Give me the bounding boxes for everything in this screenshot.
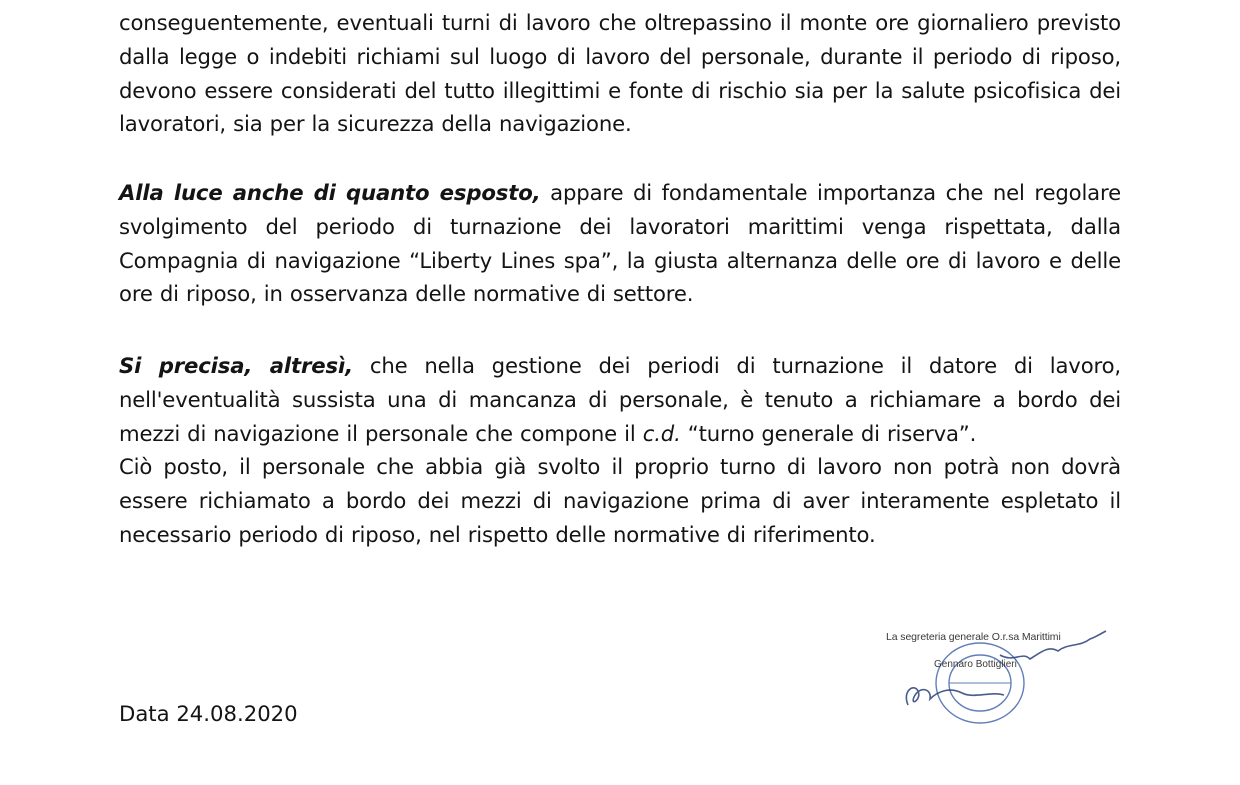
paragraph-clarification-text-after: “turno generale di riserva”. bbox=[680, 420, 977, 446]
signature-name: Gennaro Bottiglieri bbox=[934, 659, 1017, 670]
signature-title: La segreteria generale O.r.sa Marittimi bbox=[886, 631, 1061, 643]
paragraph-working-hours bbox=[119, 6, 1121, 141]
paragraph-clarification-italic: c.d. bbox=[642, 420, 681, 446]
handwritten-signature-lower bbox=[906, 688, 1004, 705]
paragraph-clarification bbox=[119, 349, 1121, 450]
paragraph-working-hours-text: conseguentemente, eventuali turni di lavoro che oltrepassino il monte ore giornaliero previsto dalla legge o indebiti richiami sul luogo di lavoro del personale, durante il periodo di riposo, devono essere considerati del tutto illegittimi e fonte di rischio sia per la salute psicofisica dei lavoratori, sia per la sicurezza della navigazione. bbox=[119, 10, 1121, 137]
document-date: Data 24.08.2020 bbox=[119, 701, 298, 726]
paragraph-importance-lead: Alla luce anche di quanto esposto, bbox=[119, 180, 541, 205]
paragraph-clarification-text-before: che nella gestione dei periodi di turnazione il datore di lavoro, nell'eventualità sussista una di mancanza di personale, è tenuto a richiamare a bordo dei mezzi di navigazione il personale che compone il bbox=[119, 353, 1121, 446]
signature-block bbox=[880, 625, 1110, 725]
paragraph-importance bbox=[119, 176, 1121, 311]
paragraph-consequence bbox=[119, 450, 1121, 551]
paragraph-consequence-text: Ciò posto, il personale che abbia già svolto il proprio turno di lavoro non potrà non dovrà essere richiamato a bordo dei mezzi di navigazione prima di aver interamente espletato il necessario periodo di riposo, nel rispetto delle normative di riferimento. bbox=[119, 454, 1121, 547]
paragraph-importance-text: appare di fondamentale importanza che nel regolare svolgimento del periodo di turnazione dei lavoratori marittimi venga rispettata, dalla Compagnia di navigazione “Liberty Lines spa”, la giusta alternanza delle ore di lavoro e delle ore di riposo, in osservanza delle normative di settore. bbox=[119, 180, 1122, 307]
paragraph-clarification-lead: Si precisa, altresì, bbox=[119, 353, 353, 378]
